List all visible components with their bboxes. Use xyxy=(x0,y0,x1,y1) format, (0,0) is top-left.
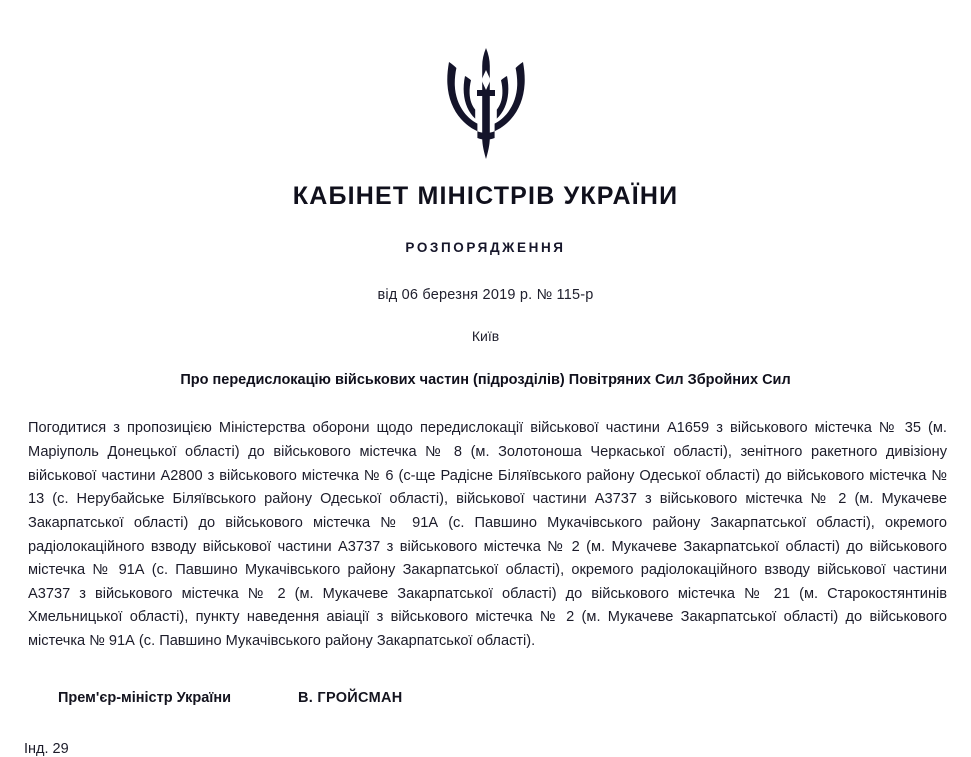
signature-name: В. ГРОЙСМАН xyxy=(298,689,403,706)
emblem-container xyxy=(0,0,971,156)
ukraine-trident-emblem xyxy=(443,46,529,162)
document-city: Київ xyxy=(471,328,500,344)
document-index: Інд. 29 xyxy=(24,740,69,757)
document-date-number: від 06 березня 2019 р. № 115-р xyxy=(377,287,594,303)
page-title: КАБІНЕТ МІНІСТРІВ УКРАЇНИ xyxy=(292,182,679,210)
signature-title: Прем'єр-міністр України xyxy=(58,689,232,706)
document-body xyxy=(0,417,971,653)
body-paragraph: Погодитися з пропозицією Міністерства оборони щодо передислокації військової частини А1659 з військового містечка № 35 (м. Маріуполь Донецької області) до військового містечка № 8 (м. Золотоноша Черкаської області), зенітного ракетного дивізіону військової частини А2800 з військового містечка № 6 (с-ще Радісне Біляївського району Одеської області) до військового містечка № 13 (с. Нерубайське Біляївського району Одеської області), військової частини А3737 з військового містечка № 2 (м. Мукачеве Закарпатської області) до військового містечка № 91А (с. Павшино Мукачівського району Закарпатської області), окремого радіолокаційного взводу військової частини А3737 з військового містечка № 2 (м. Мукачеве Закарпатської області) до військового містечка № 91А (с. Павшино Мукачівського району Закарпатської області), окремого радіолокаційного взводу військової частини А3737 з військового містечка № 2 (м. Мукачеве Закарпатської області) до військового містечка № 21 (м. Старокостянтинів Хмельницької області), пункту наведення авіації з військового містечка № 2 (м. Мукачеве Закарпатської області) до військового містечка № 91А (с. Павшино Мукачівського району Закарпатської області). xyxy=(28,420,947,650)
document-type: РОЗПОРЯДЖЕННЯ xyxy=(405,240,566,255)
document-subject: Про передислокацію військових частин (підрозділів) Повітряних Сил Збройних Сил xyxy=(180,372,791,388)
signature-block xyxy=(0,690,971,706)
